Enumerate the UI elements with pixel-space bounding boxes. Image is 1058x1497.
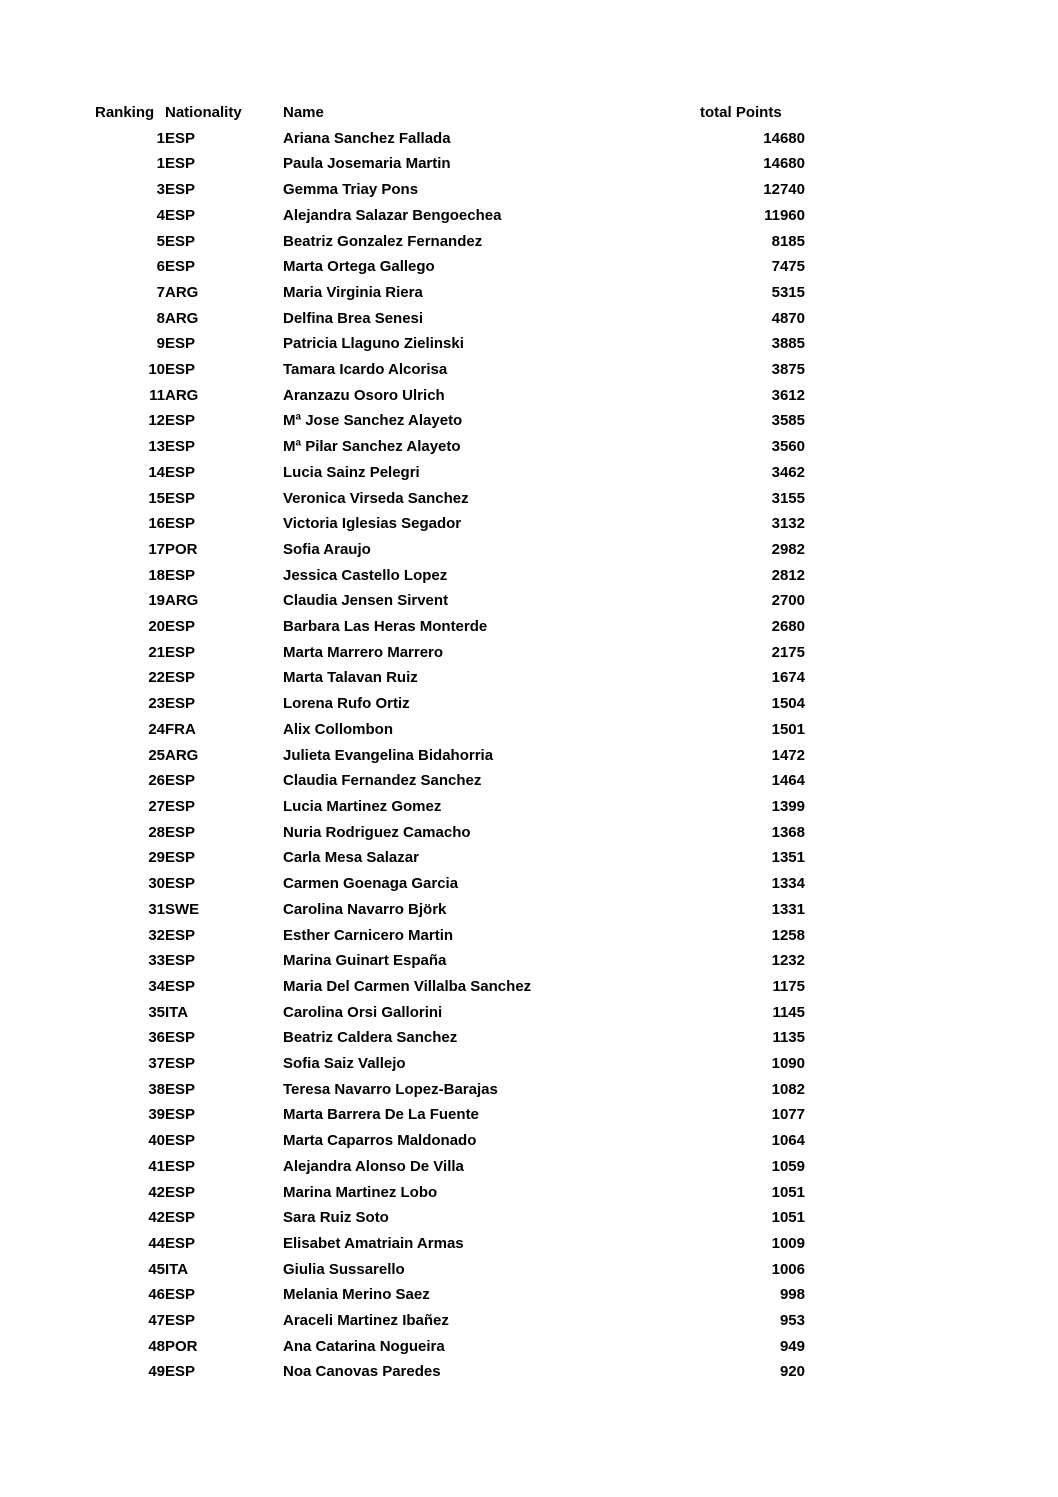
cell-name: Marta Marrero Marrero xyxy=(283,643,444,661)
cell-name: Maria Del Carmen Villalba Sanchez xyxy=(283,977,532,995)
cell-name: Marta Talavan Ruiz xyxy=(283,669,418,687)
cell-name: Carolina Orsi Gallorini xyxy=(283,1003,443,1021)
cell-name: Aranzazu Osoro Ulrich xyxy=(283,386,445,404)
table-row xyxy=(95,768,805,794)
cell-ranking: 3 xyxy=(156,181,165,199)
cell-points: 1674 xyxy=(771,669,805,687)
cell-nationality: ESP xyxy=(165,1234,196,1252)
cell-points: 1090 xyxy=(771,1055,805,1073)
cell-nationality: ESP xyxy=(165,926,196,944)
table-header xyxy=(95,100,805,126)
cell-points: 1232 xyxy=(771,952,805,970)
cell-points: 1351 xyxy=(771,849,805,867)
cell-ranking: 45 xyxy=(148,1260,165,1278)
cell-points: 14680 xyxy=(763,129,805,147)
cell-nationality: ARG xyxy=(165,309,199,327)
cell-points: 3132 xyxy=(771,515,805,533)
table-row xyxy=(95,1077,805,1103)
cell-points: 5315 xyxy=(771,283,805,301)
cell-ranking: 46 xyxy=(148,1286,165,1304)
cell-ranking: 18 xyxy=(148,566,165,584)
cell-name: Nuria Rodriguez Camacho xyxy=(283,823,471,841)
cell-ranking: 1 xyxy=(156,155,165,173)
cell-ranking: 13 xyxy=(148,438,165,456)
table-row xyxy=(95,1308,805,1334)
cell-name: Mª Pilar Sanchez Alayeto xyxy=(283,438,461,456)
cell-ranking: 42 xyxy=(148,1209,165,1227)
cell-nationality: ESP xyxy=(165,618,196,636)
cell-points: 14680 xyxy=(763,155,805,173)
table-row xyxy=(95,640,805,666)
cell-nationality: ESP xyxy=(165,129,196,147)
cell-points: 2812 xyxy=(771,566,805,584)
cell-ranking: 42 xyxy=(148,1183,165,1201)
table-row xyxy=(95,486,805,512)
cell-nationality: ESP xyxy=(165,875,196,893)
cell-ranking: 21 xyxy=(148,643,165,661)
cell-nationality: ESP xyxy=(165,258,196,276)
cell-name: Carla Mesa Salazar xyxy=(283,849,419,867)
cell-name: Claudia Jensen Sirvent xyxy=(283,592,449,610)
cell-nationality: POR xyxy=(165,1337,198,1355)
cell-points: 1006 xyxy=(771,1260,805,1278)
cell-nationality: ITA xyxy=(165,1260,189,1278)
table-row xyxy=(95,1025,805,1051)
cell-name: Victoria Iglesias Segador xyxy=(283,515,462,533)
col-header-total-points: total Points xyxy=(700,104,782,121)
cell-ranking: 16 xyxy=(148,515,165,533)
cell-points: 3875 xyxy=(771,361,805,379)
cell-name: Marta Ortega Gallego xyxy=(283,258,435,276)
cell-nationality: ESP xyxy=(165,849,196,867)
cell-points: 2680 xyxy=(771,618,805,636)
cell-points: 1077 xyxy=(771,1106,805,1124)
cell-ranking: 49 xyxy=(148,1363,165,1381)
cell-ranking: 34 xyxy=(148,977,165,995)
cell-ranking: 38 xyxy=(148,1080,165,1098)
cell-name: Elisabet Amatriain Armas xyxy=(283,1234,464,1252)
cell-nationality: ESP xyxy=(165,335,196,353)
cell-name: Teresa Navarro Lopez-Barajas xyxy=(283,1080,498,1098)
table-row xyxy=(95,1128,805,1154)
table-row xyxy=(95,511,805,537)
cell-ranking: 8 xyxy=(156,309,165,327)
table-row xyxy=(95,614,805,640)
cell-nationality: ESP xyxy=(165,1080,196,1098)
cell-ranking: 47 xyxy=(148,1312,165,1330)
cell-points: 953 xyxy=(779,1312,805,1330)
cell-ranking: 32 xyxy=(148,926,165,944)
cell-name: Alejandra Alonso De Villa xyxy=(283,1157,464,1175)
table-row xyxy=(95,306,805,332)
cell-nationality: ESP xyxy=(165,1157,196,1175)
cell-nationality: ESP xyxy=(165,1106,196,1124)
cell-points: 1504 xyxy=(771,695,805,713)
cell-ranking: 23 xyxy=(148,695,165,713)
table-row xyxy=(95,177,805,203)
cell-ranking: 41 xyxy=(148,1157,165,1175)
table-row xyxy=(95,1231,805,1257)
cell-points: 949 xyxy=(779,1337,805,1355)
header-row xyxy=(95,100,805,126)
table-row xyxy=(95,203,805,229)
cell-name: Lorena Rufo Ortiz xyxy=(283,695,410,713)
cell-nationality: ESP xyxy=(165,361,196,379)
table-row xyxy=(95,820,805,846)
cell-name: Jessica Castello Lopez xyxy=(283,566,448,584)
cell-name: Noa Canovas Paredes xyxy=(283,1363,441,1381)
cell-ranking: 36 xyxy=(148,1029,165,1047)
table-row xyxy=(95,460,805,486)
cell-points: 3612 xyxy=(771,386,805,404)
cell-nationality: ITA xyxy=(165,1003,189,1021)
cell-nationality: ESP xyxy=(165,181,196,199)
cell-name: Alix Collombon xyxy=(283,720,393,738)
cell-nationality: ESP xyxy=(165,155,196,173)
cell-points: 1464 xyxy=(771,772,805,790)
cell-name: Paula Josemaria Martin xyxy=(283,155,451,173)
cell-nationality: ARG xyxy=(165,283,199,301)
table-row xyxy=(95,1154,805,1180)
cell-name: Ana Catarina Nogueira xyxy=(283,1337,445,1355)
cell-name: Sofia Araujo xyxy=(283,540,371,558)
col-header-name: Name xyxy=(283,104,324,121)
cell-points: 1145 xyxy=(772,1003,805,1021)
cell-nationality: ARG xyxy=(165,592,199,610)
cell-points: 1009 xyxy=(771,1234,805,1252)
cell-nationality: ESP xyxy=(165,695,196,713)
table-row xyxy=(95,794,805,820)
table-row xyxy=(95,1102,805,1128)
table-row xyxy=(95,1257,805,1283)
cell-name: Patricia Llaguno Zielinski xyxy=(283,335,464,353)
table-row xyxy=(95,588,805,614)
cell-nationality: ARG xyxy=(165,746,199,764)
cell-name: Alejandra Salazar Bengoechea xyxy=(283,206,502,224)
cell-ranking: 11 xyxy=(149,386,165,404)
ranking-table xyxy=(95,100,805,1385)
cell-name: Carmen Goenaga Garcia xyxy=(283,875,459,893)
cell-nationality: ESP xyxy=(165,1286,196,1304)
cell-ranking: 48 xyxy=(148,1337,165,1355)
cell-name: Delfina Brea Senesi xyxy=(283,309,424,327)
cell-ranking: 39 xyxy=(148,1106,165,1124)
table-row xyxy=(95,974,805,1000)
cell-ranking: 17 xyxy=(148,540,165,558)
cell-points: 3462 xyxy=(771,463,805,481)
cell-ranking: 29 xyxy=(148,849,165,867)
cell-nationality: ESP xyxy=(165,1209,196,1227)
table-row xyxy=(95,1205,805,1231)
cell-ranking: 15 xyxy=(148,489,165,507)
cell-ranking: 22 xyxy=(148,669,165,687)
cell-ranking: 28 xyxy=(148,823,165,841)
cell-ranking: 40 xyxy=(148,1132,165,1150)
cell-name: Beatriz Gonzalez Fernandez xyxy=(283,232,483,250)
cell-name: Sara Ruiz Soto xyxy=(283,1209,389,1227)
cell-name: Claudia Fernandez Sanchez xyxy=(283,772,482,790)
cell-ranking: 31 xyxy=(148,900,165,918)
cell-nationality: ESP xyxy=(165,438,196,456)
cell-ranking: 33 xyxy=(148,952,165,970)
cell-points: 2700 xyxy=(771,592,805,610)
cell-nationality: ESP xyxy=(165,412,196,430)
cell-ranking: 10 xyxy=(148,361,165,379)
cell-nationality: ESP xyxy=(165,489,196,507)
cell-ranking: 5 xyxy=(156,232,165,250)
table-row xyxy=(95,897,805,923)
cell-points: 1331 xyxy=(771,900,805,918)
cell-points: 3155 xyxy=(771,489,805,507)
cell-name: Veronica Virseda Sanchez xyxy=(283,489,469,507)
cell-points: 2982 xyxy=(771,540,805,558)
cell-nationality: ESP xyxy=(165,1132,196,1150)
cell-name: Esther Carnicero Martin xyxy=(283,926,454,944)
cell-points: 1135 xyxy=(772,1029,805,1047)
cell-name: Marina Martinez Lobo xyxy=(283,1183,438,1201)
cell-points: 1258 xyxy=(771,926,805,944)
cell-ranking: 27 xyxy=(148,797,165,815)
cell-points: 1059 xyxy=(771,1157,805,1175)
cell-nationality: ESP xyxy=(165,566,196,584)
cell-points: 998 xyxy=(779,1286,805,1304)
cell-nationality: ARG xyxy=(165,386,199,404)
col-header-ranking: Ranking xyxy=(95,104,155,121)
cell-points: 4870 xyxy=(771,309,805,327)
cell-name: Julieta Evangelina Bidahorria xyxy=(283,746,494,764)
cell-points: 7475 xyxy=(771,258,805,276)
cell-name: Melania Merino Saez xyxy=(283,1286,430,1304)
table-row xyxy=(95,357,805,383)
cell-points: 1472 xyxy=(771,746,805,764)
table-row xyxy=(95,537,805,563)
cell-ranking: 24 xyxy=(148,720,165,738)
cell-nationality: ESP xyxy=(165,1183,196,1201)
table-row xyxy=(95,845,805,871)
table-row xyxy=(95,126,805,152)
table-row xyxy=(95,948,805,974)
cell-points: 1051 xyxy=(771,1209,805,1227)
cell-name: Barbara Las Heras Monterde xyxy=(283,618,488,636)
cell-name: Mª Jose Sanchez Alayeto xyxy=(283,412,463,430)
cell-nationality: ESP xyxy=(165,823,196,841)
table-row xyxy=(95,434,805,460)
cell-name: Marta Barrera De La Fuente xyxy=(283,1106,479,1124)
cell-nationality: ESP xyxy=(165,1363,196,1381)
cell-name: Lucia Sainz Pelegri xyxy=(283,463,420,481)
cell-points: 3560 xyxy=(771,438,805,456)
cell-ranking: 4 xyxy=(156,206,165,224)
cell-ranking: 35 xyxy=(148,1003,165,1021)
cell-name: Maria Virginia Riera xyxy=(283,283,423,301)
cell-points: 1175 xyxy=(772,977,805,995)
cell-ranking: 44 xyxy=(148,1234,165,1252)
cell-nationality: ESP xyxy=(165,1312,196,1330)
cell-nationality: ESP xyxy=(165,977,196,995)
cell-ranking: 9 xyxy=(156,335,165,353)
cell-points: 8185 xyxy=(771,232,805,250)
table-row xyxy=(95,691,805,717)
cell-ranking: 30 xyxy=(148,875,165,893)
cell-ranking: 14 xyxy=(148,463,165,481)
table-row xyxy=(95,229,805,255)
cell-ranking: 1 xyxy=(156,129,165,147)
cell-name: Ariana Sanchez Fallada xyxy=(283,129,451,147)
cell-nationality: ESP xyxy=(165,463,196,481)
cell-points: 1399 xyxy=(771,797,805,815)
col-header-nationality: Nationality xyxy=(165,104,242,121)
cell-nationality: ESP xyxy=(165,643,196,661)
table-row xyxy=(95,408,805,434)
table-row xyxy=(95,1334,805,1360)
table-row xyxy=(95,1180,805,1206)
cell-nationality: FRA xyxy=(165,720,196,738)
cell-name: Carolina Navarro Björk xyxy=(283,900,447,918)
cell-points: 1082 xyxy=(771,1080,805,1098)
cell-nationality: ESP xyxy=(165,232,196,250)
cell-name: Lucia Martinez Gomez xyxy=(283,797,442,815)
ranking-sheet xyxy=(95,100,805,1385)
cell-nationality: POR xyxy=(165,540,198,558)
cell-points: 3885 xyxy=(771,335,805,353)
cell-nationality: ESP xyxy=(165,797,196,815)
cell-ranking: 7 xyxy=(156,283,165,301)
cell-name: Beatriz Caldera Sanchez xyxy=(283,1029,458,1047)
table-row xyxy=(95,717,805,743)
table-row xyxy=(95,665,805,691)
cell-points: 1501 xyxy=(771,720,805,738)
cell-name: Gemma Triay Pons xyxy=(283,181,419,199)
cell-name: Tamara Icardo Alcorisa xyxy=(283,361,448,379)
table-row xyxy=(95,1000,805,1026)
cell-ranking: 26 xyxy=(148,772,165,790)
cell-points: 2175 xyxy=(771,643,805,661)
cell-ranking: 20 xyxy=(148,618,165,636)
cell-points: 1051 xyxy=(771,1183,805,1201)
table-row xyxy=(95,1359,805,1385)
cell-nationality: ESP xyxy=(165,669,196,687)
cell-nationality: ESP xyxy=(165,772,196,790)
table-row xyxy=(95,1051,805,1077)
ranking-table-body xyxy=(95,126,805,1385)
table-row xyxy=(95,331,805,357)
cell-nationality: ESP xyxy=(165,1055,196,1073)
cell-points: 11960 xyxy=(764,206,805,224)
cell-name: Sofia Saiz Vallejo xyxy=(283,1055,406,1073)
table-row xyxy=(95,383,805,409)
cell-name: Marta Caparros Maldonado xyxy=(283,1132,477,1150)
cell-nationality: ESP xyxy=(165,515,196,533)
cell-ranking: 25 xyxy=(148,746,165,764)
cell-nationality: ESP xyxy=(165,1029,196,1047)
cell-points: 3585 xyxy=(771,412,805,430)
cell-ranking: 12 xyxy=(148,412,165,430)
cell-points: 920 xyxy=(779,1363,805,1381)
table-row xyxy=(95,1282,805,1308)
table-row xyxy=(95,280,805,306)
cell-points: 12740 xyxy=(763,181,805,199)
cell-name: Marina Guinart España xyxy=(283,952,447,970)
table-row xyxy=(95,563,805,589)
table-row xyxy=(95,254,805,280)
cell-points: 1334 xyxy=(771,875,805,893)
cell-nationality: ESP xyxy=(165,206,196,224)
cell-ranking: 19 xyxy=(148,592,165,610)
cell-ranking: 37 xyxy=(148,1055,165,1073)
cell-nationality: SWE xyxy=(165,900,200,918)
cell-name: Araceli Martinez Ibañez xyxy=(283,1312,449,1330)
cell-points: 1368 xyxy=(771,823,805,841)
cell-points: 1064 xyxy=(771,1132,805,1150)
table-row xyxy=(95,923,805,949)
cell-nationality: ESP xyxy=(165,952,196,970)
table-row xyxy=(95,871,805,897)
table-row xyxy=(95,151,805,177)
cell-ranking: 6 xyxy=(156,258,165,276)
cell-name: Giulia Sussarello xyxy=(283,1260,405,1278)
table-row xyxy=(95,743,805,769)
